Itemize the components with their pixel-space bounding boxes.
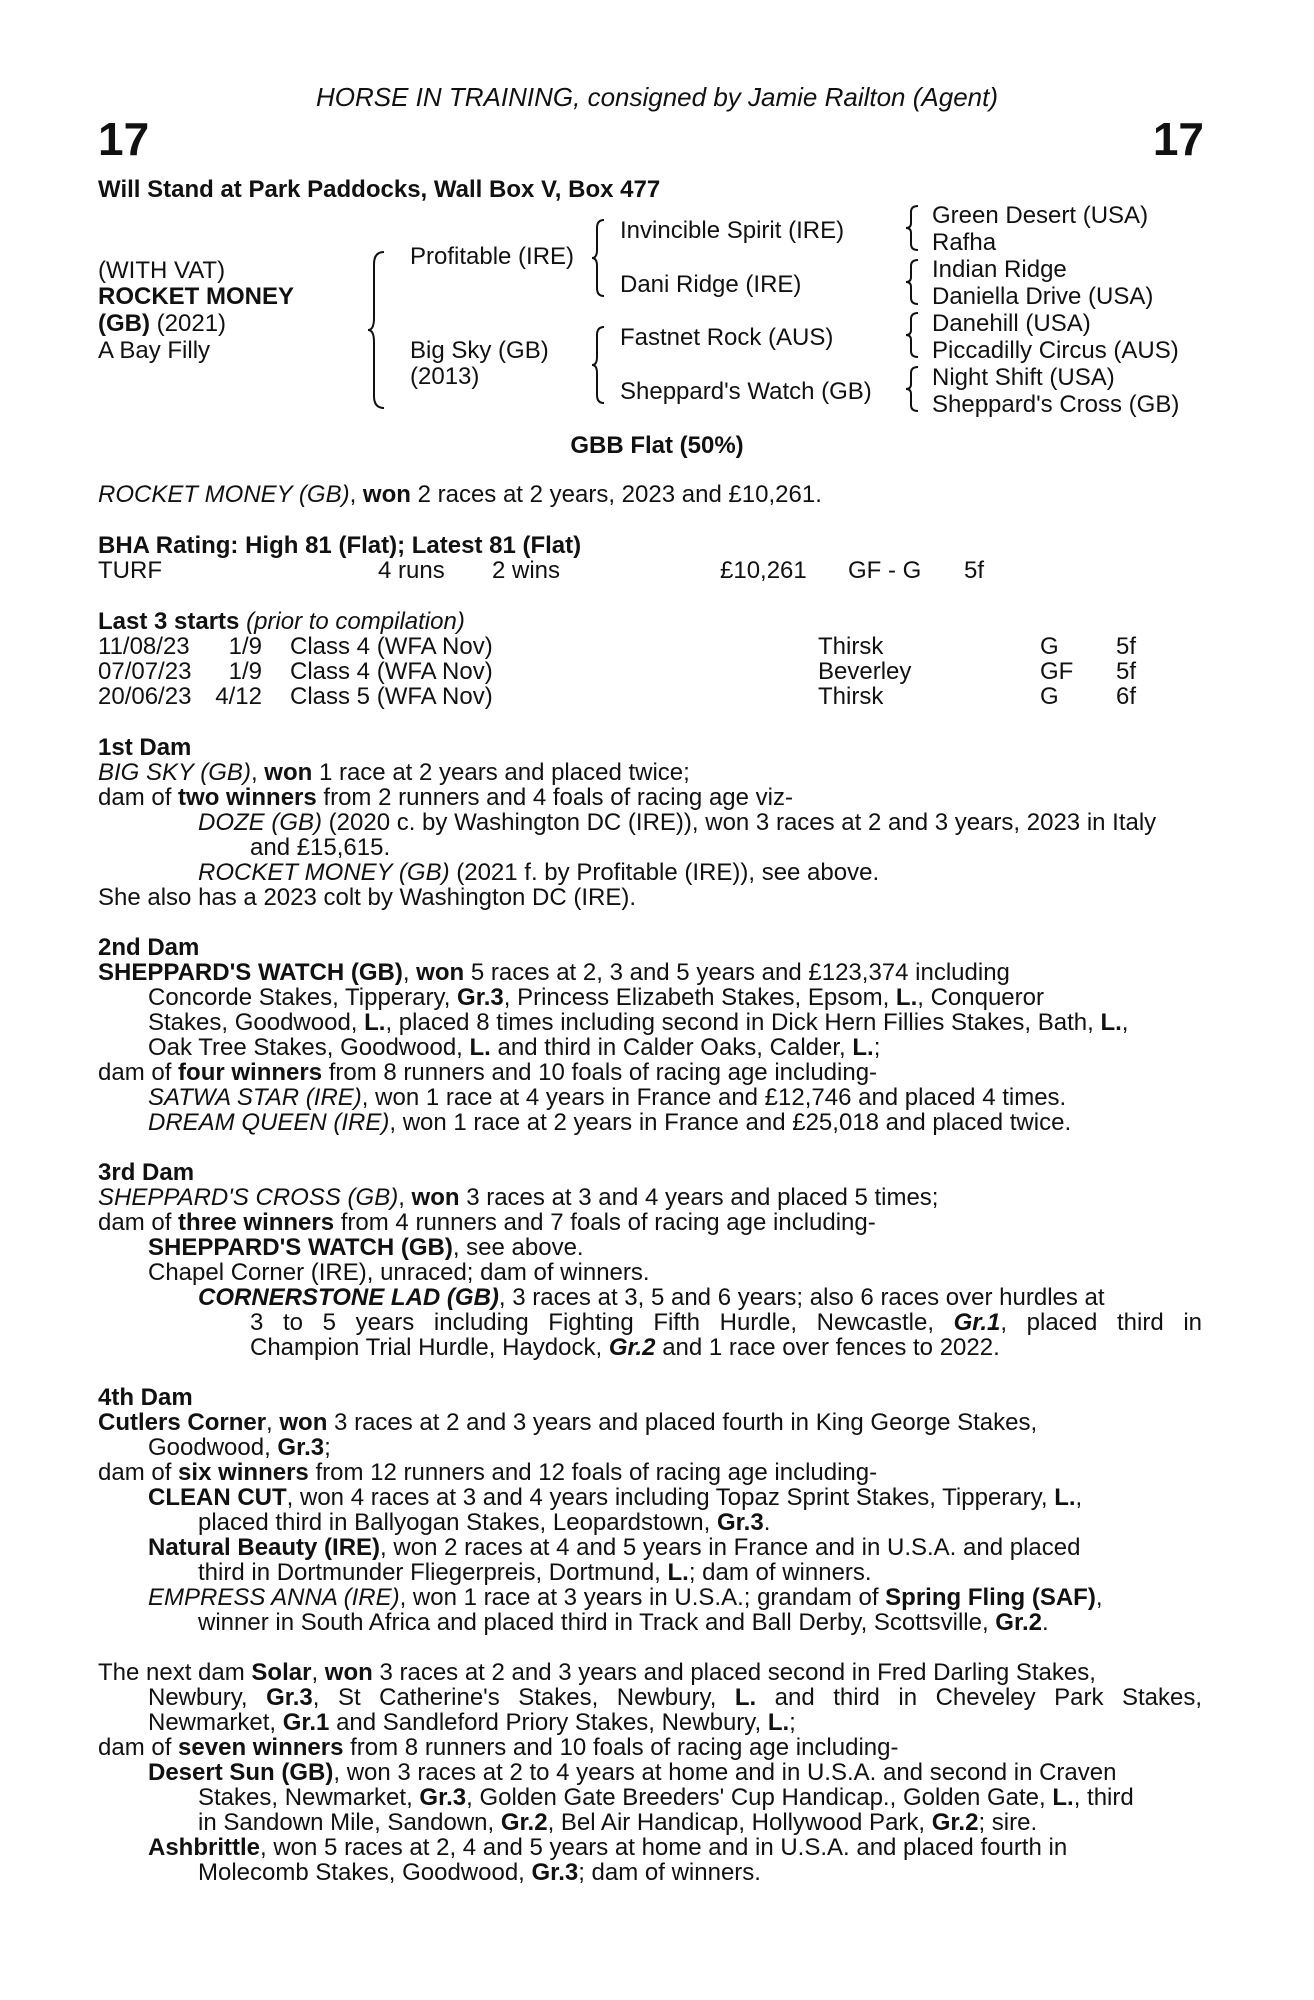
dam1-offspring1-name: DOZE (GB) bbox=[198, 809, 322, 836]
dam2-name: SHEPPARD'S WATCH (GB) bbox=[98, 959, 403, 986]
dam2-line4 bbox=[148, 1035, 1202, 1060]
nextdam-l4c: from 8 runners and 10 foals of racing age including- bbox=[343, 1734, 899, 1761]
last-starts-note: (prior to compilation) bbox=[246, 608, 465, 635]
dam3-l7b: Gr.2 bbox=[608, 1334, 656, 1361]
dam3-line7 bbox=[250, 1335, 1202, 1360]
dam1-l2c: from 2 runners and 4 foals of racing age viz- bbox=[316, 784, 793, 811]
nextdam-l3d: L. bbox=[767, 1709, 790, 1736]
dam1-l3-rest: (2020 c. by Washington DC (IRE)), won 3 races at 2 and 3 years, 2023 in Italy bbox=[322, 809, 1157, 836]
nextdam-l6a: Stakes, Newmarket, bbox=[198, 1784, 420, 1811]
dam3-l7c: and 1 race over fences to 2022. bbox=[655, 1334, 1000, 1361]
dam4-l2c: ; bbox=[324, 1434, 331, 1461]
pedigree-brace-sd bbox=[906, 258, 920, 306]
nextdam-line7 bbox=[198, 1810, 1202, 1835]
dam2-line1: SHEPPARD'S WATCH (GB), won 5 races at 2, 3 and 5 years and £123,374 including bbox=[98, 959, 1010, 986]
dam1-line2 bbox=[98, 785, 1202, 810]
start-going: G bbox=[1040, 633, 1059, 660]
rating-going: GF - G bbox=[848, 557, 922, 584]
dam4-l8-e: , bbox=[1095, 1584, 1103, 1611]
rating-wins: 2 wins bbox=[492, 557, 561, 584]
dam1-line4 bbox=[198, 835, 1302, 860]
pedigree-sire-sire: Invincible Spirit (IRE) bbox=[620, 217, 845, 244]
dam3-line5 bbox=[198, 1285, 1202, 1310]
pedigree-brace-ds bbox=[906, 311, 920, 359]
pedigree-dam-year: (2013) bbox=[410, 363, 480, 390]
dam4-l8-b: Spring Fling (SAF) bbox=[885, 1584, 1096, 1611]
dam3-line2 bbox=[98, 1210, 1202, 1235]
dam4-line3 bbox=[98, 1460, 1202, 1485]
dam2-l5b: four winners bbox=[178, 1059, 323, 1086]
horse-year: (2021) bbox=[156, 310, 227, 337]
dam3-line1: SHEPPARD'S CROSS (GB), won 3 races at 3 and 4 years and placed 5 times; bbox=[98, 1184, 939, 1211]
nextdam-l2b: Gr.3 bbox=[266, 1684, 313, 1711]
dam2-won: won bbox=[416, 959, 465, 986]
nextdam-l3c: and Sandleford Priory Stakes, Newbury, bbox=[329, 1709, 768, 1736]
dam3-line3 bbox=[148, 1235, 1202, 1260]
pedigree-brace-sire bbox=[592, 218, 606, 298]
nextdam-l2a: Newbury, bbox=[148, 1684, 267, 1711]
dam4-won: won bbox=[279, 1409, 328, 1436]
nextdam-l5-rest: , won 3 races at 2 to 4 years at home and in U.S.A. and second in Craven bbox=[333, 1759, 1117, 1786]
dam1-line3 bbox=[198, 810, 1202, 835]
dam3-l2c: from 4 runners and 7 foals of racing age including- bbox=[334, 1209, 876, 1236]
nextdam-line2 bbox=[148, 1685, 1202, 1710]
dam3-title: 3rd Dam bbox=[98, 1159, 195, 1186]
dam4-l5b: Gr.3 bbox=[717, 1509, 764, 1536]
dam2-offspring1-name: SATWA STAR (IRE) bbox=[148, 1084, 362, 1111]
nextdam-l3e: ; bbox=[789, 1709, 796, 1736]
start-class: Class 4 (WFA Nov) bbox=[290, 658, 493, 685]
dam4-l5c: . bbox=[763, 1509, 771, 1536]
dam2-line5 bbox=[98, 1060, 1202, 1085]
dam2-line3 bbox=[148, 1010, 1202, 1035]
nextdam-l4b: seven winners bbox=[178, 1734, 344, 1761]
nextdam-l2d: L. bbox=[734, 1684, 757, 1711]
dam3-l3-rest: , see above. bbox=[452, 1234, 584, 1261]
dam4-line6 bbox=[148, 1535, 1202, 1560]
start-date: 07/07/23 bbox=[98, 658, 192, 685]
nextdam-l1-rest: 3 races at 2 and 3 years and placed second in Fred Darling Stakes, bbox=[372, 1659, 1096, 1686]
start-position: 4/12 bbox=[215, 683, 262, 710]
horse-country-year bbox=[98, 311, 226, 336]
dam4-line9 bbox=[198, 1610, 1202, 1635]
lot-number-left: 17 bbox=[98, 113, 150, 165]
nextdam-l2c: , St Catherine's Stakes, Newbury, bbox=[312, 1684, 735, 1711]
nextdam-name: Solar bbox=[251, 1659, 312, 1686]
nextdam-line6 bbox=[198, 1785, 1202, 1810]
pedigree-ddd: Sheppard's Cross (GB) bbox=[932, 391, 1180, 418]
nextdam-l1a: The next dam bbox=[98, 1659, 252, 1686]
rating-prize: £10,261 bbox=[720, 557, 807, 584]
nextdam-line3 bbox=[148, 1710, 1202, 1735]
dam2-l2e: , Conqueror bbox=[917, 984, 1044, 1011]
pedigree-brace-dam bbox=[592, 325, 606, 405]
dam4-l2b: Gr.3 bbox=[277, 1434, 325, 1461]
nextdam-l7b: Gr.2 bbox=[500, 1809, 548, 1836]
start-course: Thirsk bbox=[818, 633, 884, 660]
dam4-line2 bbox=[148, 1435, 1202, 1460]
pedigree-sss: Green Desert (USA) bbox=[932, 202, 1149, 229]
nextdam-l7d: Gr.2 bbox=[931, 1809, 979, 1836]
dam4-line8 bbox=[148, 1585, 1202, 1610]
dam2-line7 bbox=[148, 1110, 1202, 1135]
dam2-l3e: , bbox=[1121, 1009, 1129, 1036]
bha-rating: BHA Rating: High 81 (Flat); Latest 81 (Flat) bbox=[98, 532, 582, 559]
dam3-l1-rest: 3 races at 3 and 4 years and placed 5 times; bbox=[459, 1184, 939, 1211]
dam3-l6c: , placed third in bbox=[1000, 1309, 1202, 1336]
dam4-l1-rest: 3 races at 2 and 3 years and placed fourth in King George Stakes, bbox=[327, 1409, 1038, 1436]
lot-number-right: 17 bbox=[1152, 113, 1204, 165]
dam1-l1-rest: 1 race at 2 years and placed twice; bbox=[312, 759, 690, 786]
pedigree-dam: Big Sky (GB) bbox=[410, 337, 549, 364]
nextdam-line4 bbox=[98, 1735, 1202, 1760]
nextdam-offspring1-name: Desert Sun (GB) bbox=[148, 1759, 334, 1786]
nextdam-l9b: Gr.3 bbox=[531, 1859, 579, 1886]
stand-location: Will Stand at Park Paddocks, Wall Box V, Box 477 bbox=[98, 176, 661, 203]
dam2-l4a: Oak Tree Stakes, Goodwood, bbox=[148, 1034, 470, 1061]
dam4-offspring1-name: CLEAN CUT bbox=[148, 1484, 287, 1511]
nextdam-line8 bbox=[148, 1835, 1202, 1860]
nextdam-line5 bbox=[148, 1760, 1202, 1785]
start-position: 1/9 bbox=[228, 633, 262, 660]
page-header: HORSE IN TRAINING, consigned by Jamie Railton (Agent) bbox=[315, 82, 999, 112]
start-position: 1/9 bbox=[228, 658, 262, 685]
dam2-l6-rest: , won 1 race at 4 years in France and £12,746 and placed 4 times. bbox=[361, 1084, 1067, 1111]
nextdam-l7c: , Bel Air Handicap, Hollywood Park, bbox=[547, 1809, 932, 1836]
pedigree-ssd: Rafha bbox=[932, 229, 997, 256]
dam2-offspring2-name: DREAM QUEEN (IRE) bbox=[148, 1109, 390, 1136]
summary-text: 2 races at 2 years, 2023 and £10,261. bbox=[410, 481, 822, 508]
dam1-won: won bbox=[264, 759, 313, 786]
dam4-title: 4th Dam bbox=[98, 1384, 193, 1411]
dam4-line5 bbox=[198, 1510, 1202, 1535]
dam2-l2c: , Princess Elizabeth Stakes, Epsom, bbox=[503, 984, 896, 1011]
dam2-l5a: dam of bbox=[98, 1059, 179, 1086]
pedigree-sds: Indian Ridge bbox=[932, 256, 1067, 283]
nextdam-l9c: ; dam of winners. bbox=[578, 1859, 761, 1886]
dam2-l2d: L. bbox=[895, 984, 918, 1011]
pedigree-dsd: Piccadilly Circus (AUS) bbox=[932, 337, 1179, 364]
nextdam-l6c: , Golden Gate Breeders' Cup Handicap., Golden Gate, bbox=[466, 1784, 1053, 1811]
dam1-title: 1st Dam bbox=[98, 734, 192, 761]
dam1-l4: and £15,615. bbox=[250, 834, 391, 861]
start-going: GF bbox=[1040, 658, 1074, 685]
rating-distance: 5f bbox=[964, 557, 985, 584]
dam4-l9c: . bbox=[1042, 1609, 1049, 1636]
rating-runs: 4 runs bbox=[378, 557, 445, 584]
dam4-l4-e: , bbox=[1075, 1484, 1083, 1511]
pedigree-dds: Night Shift (USA) bbox=[932, 364, 1115, 391]
dam4-l4-rest: , won 4 races at 3 and 4 years including Topaz Sprint Stakes, Tipperary, bbox=[286, 1484, 1055, 1511]
dam4-l3a: dam of bbox=[98, 1459, 179, 1486]
nextdam-l8-rest: , won 5 races at 2, 4 and 5 years at home and in U.S.A. and placed fourth in bbox=[260, 1834, 1068, 1861]
start-course: Beverley bbox=[818, 658, 912, 685]
nextdam-l7a: in Sandown Mile, Sandown, bbox=[198, 1809, 501, 1836]
pedigree-sire-dam: Dani Ridge (IRE) bbox=[620, 271, 802, 298]
pedigree-sire: Profitable (IRE) bbox=[410, 243, 575, 270]
start-going: G bbox=[1040, 683, 1059, 710]
dam4-l4-l: L. bbox=[1054, 1484, 1076, 1511]
summary-won: won bbox=[362, 481, 411, 508]
start-course: Thirsk bbox=[818, 683, 884, 710]
dam2-l3a: Stakes, Goodwood, bbox=[148, 1009, 365, 1036]
dam3-name: SHEPPARD'S CROSS (GB) bbox=[98, 1184, 399, 1211]
dam2-l1-rest: 5 races at 2, 3 and 5 years and £123,374 including bbox=[464, 959, 1010, 986]
dam2-l3c: , placed 8 times including second in Dick Hern Fillies Stakes, Bath, bbox=[385, 1009, 1101, 1036]
dam3-grand-offspring-name: CORNERSTONE LAD (GB) bbox=[198, 1284, 499, 1311]
dam2-line6 bbox=[148, 1085, 1202, 1110]
dam4-l7b: L. bbox=[667, 1559, 689, 1586]
dam1-l2a: dam of bbox=[98, 784, 179, 811]
horse-country: (GB) bbox=[98, 310, 150, 337]
start-distance: 5f bbox=[1116, 658, 1137, 685]
dam1-line6: She also has a 2023 colt by Washington DC (IRE). bbox=[98, 884, 637, 911]
dam2-l4c: and third in Calder Oaks, Calder, bbox=[490, 1034, 853, 1061]
dam4-l3c: from 12 runners and 12 foals of racing age including- bbox=[308, 1459, 878, 1486]
dam2-l2a: Concorde Stakes, Tipperary, bbox=[148, 984, 458, 1011]
pedigree-brace-main bbox=[368, 250, 388, 410]
start-class: Class 4 (WFA Nov) bbox=[290, 633, 493, 660]
dam2-l2b: Gr.3 bbox=[457, 984, 504, 1011]
pedigree-dam-sire: Fastnet Rock (AUS) bbox=[620, 324, 834, 351]
dam3-won: won bbox=[411, 1184, 460, 1211]
gbb-label: GBB Flat (50%) bbox=[570, 432, 744, 459]
dam2-l5c: from 8 runners and 10 foals of racing age including- bbox=[322, 1059, 878, 1086]
dam4-l7a: third in Dortmunder Fliegerpreis, Dortmund, bbox=[198, 1559, 668, 1586]
horse-name: ROCKET MONEY bbox=[98, 283, 295, 310]
pedigree-brace-ss bbox=[906, 204, 920, 252]
nextdam-l6d: L. bbox=[1052, 1784, 1074, 1811]
dam3-l6b: Gr.1 bbox=[953, 1309, 1001, 1336]
dam1-l2b: two winners bbox=[178, 784, 317, 811]
dam2-l4d: L. bbox=[852, 1034, 874, 1061]
dam3-l2a: dam of bbox=[98, 1209, 179, 1236]
dam3-l6a: 3 to 5 years including Fighting Fifth Hurdle, Newcastle, bbox=[250, 1309, 954, 1336]
nextdam-l4a: dam of bbox=[98, 1734, 179, 1761]
dam2-l4e: ; bbox=[873, 1034, 881, 1061]
dam4-name: Cutlers Corner bbox=[98, 1409, 267, 1436]
start-distance: 5f bbox=[1116, 633, 1137, 660]
nextdam-offspring2-name: Ashbrittle bbox=[148, 1834, 261, 1861]
dam4-l3b: six winners bbox=[178, 1459, 309, 1486]
dam2-l4b: L. bbox=[469, 1034, 491, 1061]
last-starts-heading bbox=[98, 609, 1202, 634]
start-date: 11/08/23 bbox=[98, 633, 190, 660]
pedigree-brace-dd bbox=[906, 365, 920, 413]
nextdam-l3a: Newmarket, bbox=[148, 1709, 283, 1736]
dam3-l5-rest: , 3 races at 3, 5 and 6 years; also 6 races over hurdles at bbox=[498, 1284, 1105, 1311]
dam2-l3d: L. bbox=[1100, 1009, 1122, 1036]
dam4-offspring2-name: Natural Beauty (IRE) bbox=[148, 1534, 381, 1561]
dam2-title: 2nd Dam bbox=[98, 934, 200, 961]
dam1-name: BIG SKY (GB) bbox=[98, 759, 251, 786]
dam1-l5-rest: (2021 f. by Profitable (IRE)), see above. bbox=[449, 859, 880, 886]
start-distance: 6f bbox=[1116, 683, 1137, 710]
dam3-line6 bbox=[250, 1310, 1202, 1335]
race-summary: ROCKET MONEY (GB), won 2 races at 2 years, 2023 and £10,261. bbox=[98, 481, 822, 508]
start-class: Class 5 (WFA Nov) bbox=[290, 683, 493, 710]
dam4-l7c: ; dam of winners. bbox=[688, 1559, 872, 1586]
dam4-l9a: winner in South Africa and placed third in Track and Ball Derby, Scottsville, bbox=[198, 1609, 996, 1636]
nextdam-l6e: , third bbox=[1073, 1784, 1134, 1811]
dam3-l7a: Champion Trial Hurdle, Haydock, bbox=[250, 1334, 609, 1361]
vat-label: (WITH VAT) bbox=[98, 257, 226, 284]
dam4-l8-rest: , won 1 race at 3 years in U.S.A.; grandam of bbox=[399, 1584, 886, 1611]
nextdam-l2e: and third in Cheveley Park Stakes, bbox=[756, 1684, 1202, 1711]
summary-name: ROCKET MONEY (GB) bbox=[98, 481, 350, 508]
nextdam-l3b: Gr.1 bbox=[282, 1709, 330, 1736]
nextdam-won: won bbox=[324, 1659, 373, 1686]
nextdam-l9a: Molecomb Stakes, Goodwood, bbox=[198, 1859, 532, 1886]
nextdam-l6b: Gr.3 bbox=[419, 1784, 467, 1811]
dam2-line2 bbox=[148, 985, 1202, 1010]
dam3-l2b: three winners bbox=[178, 1209, 335, 1236]
dam4-line1: Cutlers Corner, won 3 races at 2 and 3 years and placed fourth in King George Stakes, bbox=[98, 1409, 1038, 1436]
horse-description: A Bay Filly bbox=[98, 337, 211, 364]
dam4-l2a: Goodwood, bbox=[148, 1434, 278, 1461]
dam3-offspring1-name: SHEPPARD'S WATCH (GB) bbox=[148, 1234, 453, 1261]
pedigree-dam-dam: Sheppard's Watch (GB) bbox=[620, 378, 872, 405]
dam4-line7 bbox=[198, 1560, 1202, 1585]
dam2-l7-rest: , won 1 race at 2 years in France and £25,018 and placed twice. bbox=[389, 1109, 1072, 1136]
dam3-line4: Chapel Corner (IRE), unraced; dam of winners. bbox=[148, 1259, 650, 1286]
dam1-line5 bbox=[198, 860, 1202, 885]
rating-surface: TURF bbox=[98, 557, 162, 584]
dam2-l3b: L. bbox=[364, 1009, 386, 1036]
dam1-offspring2-name: ROCKET MONEY (GB) bbox=[198, 859, 450, 886]
start-date: 20/06/23 bbox=[98, 683, 192, 710]
nextdam-line1: The next dam Solar, won 3 races at 2 and 3 years and placed second in Fred Darling Stakes, bbox=[98, 1659, 1096, 1686]
dam4-line4 bbox=[148, 1485, 1202, 1510]
dam4-l6-rest: , won 2 races at 4 and 5 years in France and in U.S.A. and placed bbox=[380, 1534, 1081, 1561]
dam4-l9b: Gr.2 bbox=[995, 1609, 1042, 1636]
nextdam-line9 bbox=[198, 1860, 1202, 1885]
dam4-l5a: placed third in Ballyogan Stakes, Leopardstown, bbox=[198, 1509, 717, 1536]
pedigree-dss: Danehill (USA) bbox=[932, 310, 1091, 337]
pedigree-sdd: Daniella Drive (USA) bbox=[932, 283, 1154, 310]
last-starts-title: Last 3 starts bbox=[98, 608, 240, 635]
dam4-offspring3-name: EMPRESS ANNA (IRE) bbox=[148, 1584, 400, 1611]
dam1-line1: BIG SKY (GB), won 1 race at 2 years and placed twice; bbox=[98, 759, 690, 786]
nextdam-l7e: ; sire. bbox=[978, 1809, 1038, 1836]
